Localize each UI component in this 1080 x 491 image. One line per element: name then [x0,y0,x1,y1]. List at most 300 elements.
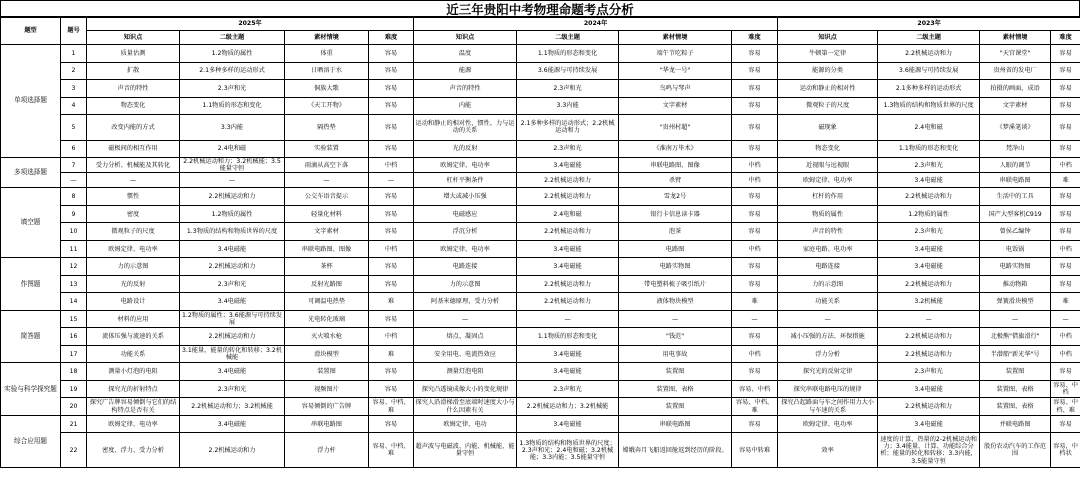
table-cell: 探究光的折射特点 [87,380,180,398]
table-cell: 人眼的调节 [980,158,1051,173]
table-cell: 2.2机械运动和力 [878,398,980,416]
table-cell: 3.4电磁能 [517,415,619,433]
table-cell: 容易 [732,62,778,80]
table-cell: 容易 [369,415,414,433]
table-cell: 串联电路图 [980,173,1051,188]
question-number-cell: 20 [61,398,87,416]
table-cell: 中档 [732,240,778,258]
table-cell: 减小压强的方法、环保措施 [778,328,878,346]
table-cell: 中档 [1051,240,1080,258]
header-sub: 二级主题 [180,31,285,45]
table-cell: 2.2机械运动和力 [517,275,619,293]
table-cell: 1.1物质的形态和变化 [878,140,980,158]
table-cell: 探究凸透镜成像大小的变化规律 [414,380,517,398]
table-cell: 密度 [87,205,180,223]
table-cell: 3.4电磁能 [878,415,980,433]
table-cell: 光电转化玻璃 [285,310,369,328]
table-cell: 速度的计算、热量的2-2机械运动和力；3.4能量、计算、功能综合分析；能量的转化和转移；3.3内能，3.5能量守恒 [878,433,980,468]
question-number-cell: 2 [61,62,87,80]
table-cell: 2.3声和光 [180,275,285,293]
table-cell: 日晒溶于水 [285,62,369,80]
table-cell: 茶杯 [285,258,369,276]
table-cell: 3.6能源与可持续发展 [517,62,619,80]
table-cell: 2.2机械运动和力 [180,433,285,468]
table-cell: 银行卡信息读卡器 [619,205,732,223]
question-number-cell: 1 [61,45,87,63]
table-cell: 容易 [732,328,778,346]
table-cell: 家庭电路、电功率 [778,240,878,258]
table-cell: 测量灯泡电阻 [414,363,517,381]
table-cell: 欧姆定律、电功率 [87,415,180,433]
table-row [1,345,1080,363]
table-cell: 容易 [369,45,414,63]
table-cell: — [619,310,732,328]
table-cell: 探究凸起路面与车之间作用力大小与车速的关系 [778,398,878,416]
table-cell: 容易 [732,363,778,381]
table-cell: 1.3物质的结构和物质世界的尺度；2.3声和光；2.4电和磁；3.2机械能；3.3内能；3.5能量守恒 [517,433,619,468]
table-cell: 容易 [1051,258,1080,276]
table-cell: 并联电路图 [980,415,1051,433]
table-cell: 质量估测 [87,45,180,63]
table-cell: 容易 [369,140,414,158]
table-cell: 探究串联电路电压的规律 [778,380,878,398]
table-cell: 雨滴从高空下落 [285,158,369,173]
table-cell: 容易 [369,205,414,223]
table-cell: 杠杆的作用 [778,188,878,206]
table-cell: 容易 [369,258,414,276]
table-cell: 3.3内能 [517,97,619,115]
table-cell: 3.4电磁能 [517,258,619,276]
table-cell: 欧姆定律、电功率 [778,173,878,188]
table-cell: 北极熊"借旗滑行" [980,328,1051,346]
table-cell: 电路连接 [414,258,517,276]
table-cell: 容易 [369,80,414,98]
table-cell: — [87,173,180,188]
header-sub: 素材情境 [619,31,732,45]
table-cell: 容易 [1051,275,1080,293]
header-row-sub [1,31,1080,45]
question-number-cell: — [61,173,87,188]
question-number-cell: 14 [61,293,87,311]
table-cell: 视频图片 [285,380,369,398]
table-cell: 1.2物质的属性 [180,45,285,63]
table-cell: 电饭锅 [980,240,1051,258]
question-type-cell: 作图题 [1,258,61,311]
question-number-cell: 11 [61,240,87,258]
table-row [1,380,1080,398]
table-cell: 中档 [1051,328,1080,346]
header-row-years [1,18,1080,31]
table-cell: 2.2机械运动和力；3.2机械能 [180,398,285,416]
header-sub: 素材情境 [980,31,1051,45]
table-cell: 中档 [369,158,414,173]
table-cell: 3.4电磁能 [517,240,619,258]
table-cell: 3.2机械能 [878,293,980,311]
header-sub: 难度 [732,31,778,45]
table-cell: 弹簧滑块模型 [980,293,1051,311]
table-cell: 测量小灯泡的电阻 [87,363,180,381]
table-cell: 力的示意图 [414,275,517,293]
question-number-cell: 8 [61,188,87,206]
table-cell: 磁现象 [778,115,878,141]
table-cell: 容易 [732,115,778,141]
table-cell: 中档 [732,173,778,188]
table-cell: 装置图、表格 [980,398,1051,416]
table-cell: 3.4电磁能 [517,345,619,363]
question-number-cell: 22 [61,433,87,468]
header-year: 2025年 [87,18,414,31]
question-number-cell: 7 [61,158,87,173]
table-cell: 容易 [732,97,778,115]
question-number-cell: 6 [61,140,87,158]
table-cell: 装置图、表格 [980,380,1051,398]
table-cell: 装置图 [980,363,1051,381]
table-cell: 灭火喷水枪 [285,328,369,346]
table-row [1,415,1080,433]
question-number-cell: 5 [61,115,87,141]
table-cell: 电路实物图 [619,258,732,276]
table-cell: — [980,310,1051,328]
table-cell: — [732,310,778,328]
table-cell: 浮力杆 [285,433,369,468]
table-cell: 《梦溪笔谈》 [980,115,1051,141]
table-cell: 安全用电、电流热效应 [414,345,517,363]
table-cell: 容易 [1051,115,1080,141]
table-cell: 液体物块模型 [619,293,732,311]
table-cell: 容易 [1051,188,1080,206]
table-cell: 装置图 [619,363,732,381]
table-cell: 容易、中档 [732,380,778,398]
table-cell: 2.2机械运动和力 [517,188,619,206]
table-cell: 装置图 [285,363,369,381]
table-cell: 容易 [369,62,414,80]
table-cell: 声音的特性 [87,80,180,98]
table-cell: 1.1物质的形态和变化 [517,45,619,63]
table-cell: 2.1多种多样的运动形式 [180,62,285,80]
header-year: 2024年 [414,18,778,31]
table-cell: 容易 [1051,62,1080,80]
table-cell: 装置图、表格 [619,380,732,398]
question-type-cell: 简答题 [1,310,61,363]
table-cell: 中档 [732,345,778,363]
table-row [1,188,1080,206]
table-cell: 容易 [1051,363,1080,381]
table-cell: 3.4电磁能 [180,363,285,381]
question-number-cell: 9 [61,205,87,223]
table-cell: 声音的特性 [414,80,517,98]
table-cell: — [285,173,369,188]
header-sub: 素材情境 [285,31,369,45]
table-cell: 容易 [732,188,778,206]
table-cell: 容易 [369,97,414,115]
table-cell: 容易 [732,45,778,63]
table-cell: 容易 [369,115,414,141]
table-cell: 2.3声和光 [878,223,980,241]
table-cell: 容易 [1051,415,1080,433]
question-number-cell: 19 [61,380,87,398]
table-cell: "钱范" [619,328,732,346]
table-cell: 杀臂 [619,173,732,188]
table-row [1,97,1080,115]
table-cell: 容易 [1051,97,1080,115]
table-cell: 3.6能源与可持续发展 [878,62,980,80]
table-cell: 容易、中档 [1051,380,1080,398]
table-cell: "华龙一号" [619,62,732,80]
table-cell: 电磁感应 [414,205,517,223]
table-cell: 3.4电磁能 [180,240,285,258]
table-cell: 1.3物质的结构和物质世界的尺度 [180,223,285,241]
table-cell: 股份农动汽车的工作范围 [980,433,1051,468]
table-cell: 串联电路图 [619,415,732,433]
table-cell: 中档 [369,240,414,258]
table-cell: 超声波与电磁波、内能、机械能、能量守恒 [414,433,517,468]
table-cell: 贵州省的发电厂 [980,62,1051,80]
table-cell: 欧姆定律、电功率 [778,415,878,433]
table-cell: 2.2机械运动和力 [878,345,980,363]
table-cell: 轻量化材料 [285,205,369,223]
table-cell: 欧姆定律、电功率 [87,240,180,258]
table-cell: "贵州村超" [619,115,732,141]
table-row [1,140,1080,158]
table-cell: 串联电路图、图像 [285,240,369,258]
table-cell: — [778,310,878,328]
table-cell: 容易 [369,380,414,398]
table-cell: 3.4电磁能 [180,415,285,433]
table-cell: 端午节吃粽子 [619,45,732,63]
table-cell: 力的示意图 [87,258,180,276]
question-number-cell: 12 [61,258,87,276]
table-cell: 难 [1051,293,1080,311]
question-type-cell: 多项选择题 [1,158,61,188]
table-cell: 泡茶 [619,223,732,241]
table-cell: 能源的分类 [778,62,878,80]
table-cell: 欧姆定律、电功率 [414,240,517,258]
table-cell: 光的反射 [87,275,180,293]
header-sub: 二级主题 [878,31,980,45]
table-cell: 容易 [1051,205,1080,223]
table-cell: 梵净山 [980,140,1051,158]
table-cell: 3.4电磁能 [517,158,619,173]
table-cell: 2.3声和光 [878,158,980,173]
table-row [1,363,1080,381]
table-cell: 2.2机械运动和力 [878,188,980,206]
table-cell: 容易 [369,363,414,381]
table-row [1,275,1080,293]
table-cell: 电路连接 [778,258,878,276]
table-cell: 容易 [1051,223,1080,241]
table-row [1,205,1080,223]
table-row [1,258,1080,276]
table-cell: 鸟鸣与琴声 [619,80,732,98]
table-cell: 欧姆定律、电功率 [414,158,517,173]
table-cell: 拍摄的画面、成语 [980,80,1051,98]
table-cell: 3.4电磁能 [180,293,285,311]
table-cell: 体重 [285,45,369,63]
table-cell: 熔点、凝固点 [414,328,517,346]
table-cell: 半潜船"新光华"号 [980,345,1051,363]
question-number-cell: 17 [61,345,87,363]
table-cell: 2.2机械运动和力 [517,223,619,241]
table-cell: 中档 [369,328,414,346]
table-cell: 实验装置 [285,140,369,158]
table-cell: 1.1物质的形态和变化 [180,97,285,115]
header-sub: 知识点 [778,31,878,45]
table-cell: 容易 [369,275,414,293]
question-number-cell: 15 [61,310,87,328]
header-sub: 知识点 [87,31,180,45]
question-number-cell: 3 [61,80,87,98]
table-cell: 容易 [369,188,414,206]
table-body [1,45,1080,468]
table-row [1,115,1080,141]
table-cell: 嫦娥奔月飞船返回舱返到经历的阶段。 [619,433,732,468]
table-cell: 容易 [1051,140,1080,158]
table-cell: 滑块模型 [285,345,369,363]
table-cell: 2.2机械运动和力 [180,188,285,206]
table-cell: 雪龙2号 [619,188,732,206]
table-cell: 2.4电和磁 [878,115,980,141]
question-number-cell: 4 [61,97,87,115]
table-cell: 中档 [1051,345,1080,363]
table-cell: — [517,310,619,328]
table-cell: 曾侯乙编钟 [980,223,1051,241]
table-cell: 增大或减小压强 [414,188,517,206]
table-cell: 生活中的工具 [980,188,1051,206]
table-row [1,398,1080,416]
table-cell: 文字素材 [619,97,732,115]
table-cell: 探究光的反射定律 [778,363,878,381]
table-cell: — [180,173,285,188]
table-cell: 力的示意图 [778,275,878,293]
header-sub: 难度 [1051,31,1080,45]
table-cell: 浮力分析 [778,345,878,363]
table-cell: 容易、中档、难 [1051,398,1080,416]
table-row [1,158,1080,173]
table-cell: 3.4电磁能 [878,258,980,276]
table-cell: 2.2机械运动和力 [180,258,285,276]
table-cell: 阿基米德原理，受力分析 [414,293,517,311]
table-row [1,310,1080,328]
table-cell: 可调温电热垫 [285,293,369,311]
table-cell: 带电塑料梳子吸引纸片 [619,275,732,293]
question-number-cell: 16 [61,328,87,346]
table-cell: 2.3声和光 [517,80,619,98]
table-cell: 2.2机械运动和力 [180,328,285,346]
header-sub: 二级主题 [517,31,619,45]
table-cell: 惯性 [87,188,180,206]
table-cell: 能源 [414,62,517,80]
table-cell: 密度、浮力、受力分析 [87,433,180,468]
table-cell: 2.4电和磁 [180,140,285,158]
table-row [1,240,1080,258]
table-cell: 《淮南万毕术》 [619,140,732,158]
table-cell: 容易倾倒的广告牌 [285,398,369,416]
table-cell: 运动和静止的相对性 [778,80,878,98]
table-cell: 3.1能量，能量的转化和转移；3.2机械能 [180,345,285,363]
table-cell: 容易 [1051,80,1080,98]
table-cell: 声音的特性 [778,223,878,241]
table-cell: 2.2机械运动和力；3.2机械能；3.5能量守恒 [180,158,285,173]
table-cell: 3.4电磁能 [878,380,980,398]
table-cell: 1.2物质的属性；3.6能源与可持续发展 [180,310,285,328]
table-cell: 容易 [732,223,778,241]
header-num: 题号 [61,18,87,45]
table-cell: 功能关系 [87,345,180,363]
table-cell: 3.4电磁能 [517,363,619,381]
table-cell: 2.2机械运动和力 [878,45,980,63]
table-cell: 杠杆平衡条件 [414,173,517,188]
table-cell: 电路设计 [87,293,180,311]
table-cell: 容易 [732,275,778,293]
table-cell: 容易 [369,310,414,328]
table-row [1,80,1080,98]
header-year: 2023年 [778,18,1080,31]
table-cell: 容易中转难 [732,433,778,468]
table-cell: 容易 [1051,45,1080,63]
table-cell: 串联电路图、图像 [619,158,732,173]
table-cell: 电路实物图 [980,258,1051,276]
table-cell: 难 [369,345,414,363]
table-cell: 3.4电磁能 [878,173,980,188]
table-cell: 近视眼与远视眼 [778,158,878,173]
table-cell: 功能关系 [778,293,878,311]
table-cell: 容易 [732,258,778,276]
table-cell: 运动和静止的相对性，惯性、力与运动的关系 [414,115,517,141]
table-cell: 文字素材 [285,223,369,241]
table-cell: 容易、中档、难 [369,433,414,468]
table-cell: 牛顿第一定律 [778,45,878,63]
table-cell: 物态变化 [778,140,878,158]
table-cell: 2.3声和光 [180,80,285,98]
table-cell: 微观粒子的尺度 [778,97,878,115]
table-cell: 装置图 [619,398,732,416]
table-cell: 2.2机械运动和力 [517,293,619,311]
question-number-cell: 21 [61,415,87,433]
table-cell: 流体压强与流速的关系 [87,328,180,346]
table-cell: — [414,310,517,328]
table-cell: 内能 [414,97,517,115]
question-type-cell: 单项选择题 [1,45,61,158]
table-cell: 2.3声和光 [517,140,619,158]
table-cell: 容易，中档状 [1051,433,1080,468]
table-cell: 文字素材 [980,97,1051,115]
table-cell: 容易 [369,223,414,241]
table-cell: 1.2物质的属性 [180,205,285,223]
table-cell: 隔热垫 [285,115,369,141]
table-row [1,223,1080,241]
table-cell: 2.2机械运动和力；3.2机械能 [517,398,619,416]
table-cell: 串联电路图 [285,415,369,433]
table-cell: 探究广告牌容易倾倒与它们的结构特点是否有关 [87,398,180,416]
table-cell: 1.3物质的结构和物质世界的尺度 [878,97,980,115]
table-cell: 效率 [778,433,878,468]
page-title: 近三年贵阳中考物理命题考点分析 [0,0,1080,17]
table-cell: 3.4电磁能 [878,240,980,258]
table-cell: 电路图 [619,240,732,258]
table-cell: 容易 [732,205,778,223]
analysis-table [0,17,1080,468]
table-cell: — [369,173,414,188]
table-cell: 温度 [414,45,517,63]
question-number-cell: 13 [61,275,87,293]
table-cell: 受力分析、机械能及其转化 [87,158,180,173]
table-cell: 1.1物质的形态和变化 [517,328,619,346]
table-cell: 难 [732,293,778,311]
table-cell: 反射光路图 [285,275,369,293]
table-cell: 2.3声和光 [180,380,285,398]
table-cell: 浮沉分析 [414,223,517,241]
header-sub: 难度 [369,31,414,45]
